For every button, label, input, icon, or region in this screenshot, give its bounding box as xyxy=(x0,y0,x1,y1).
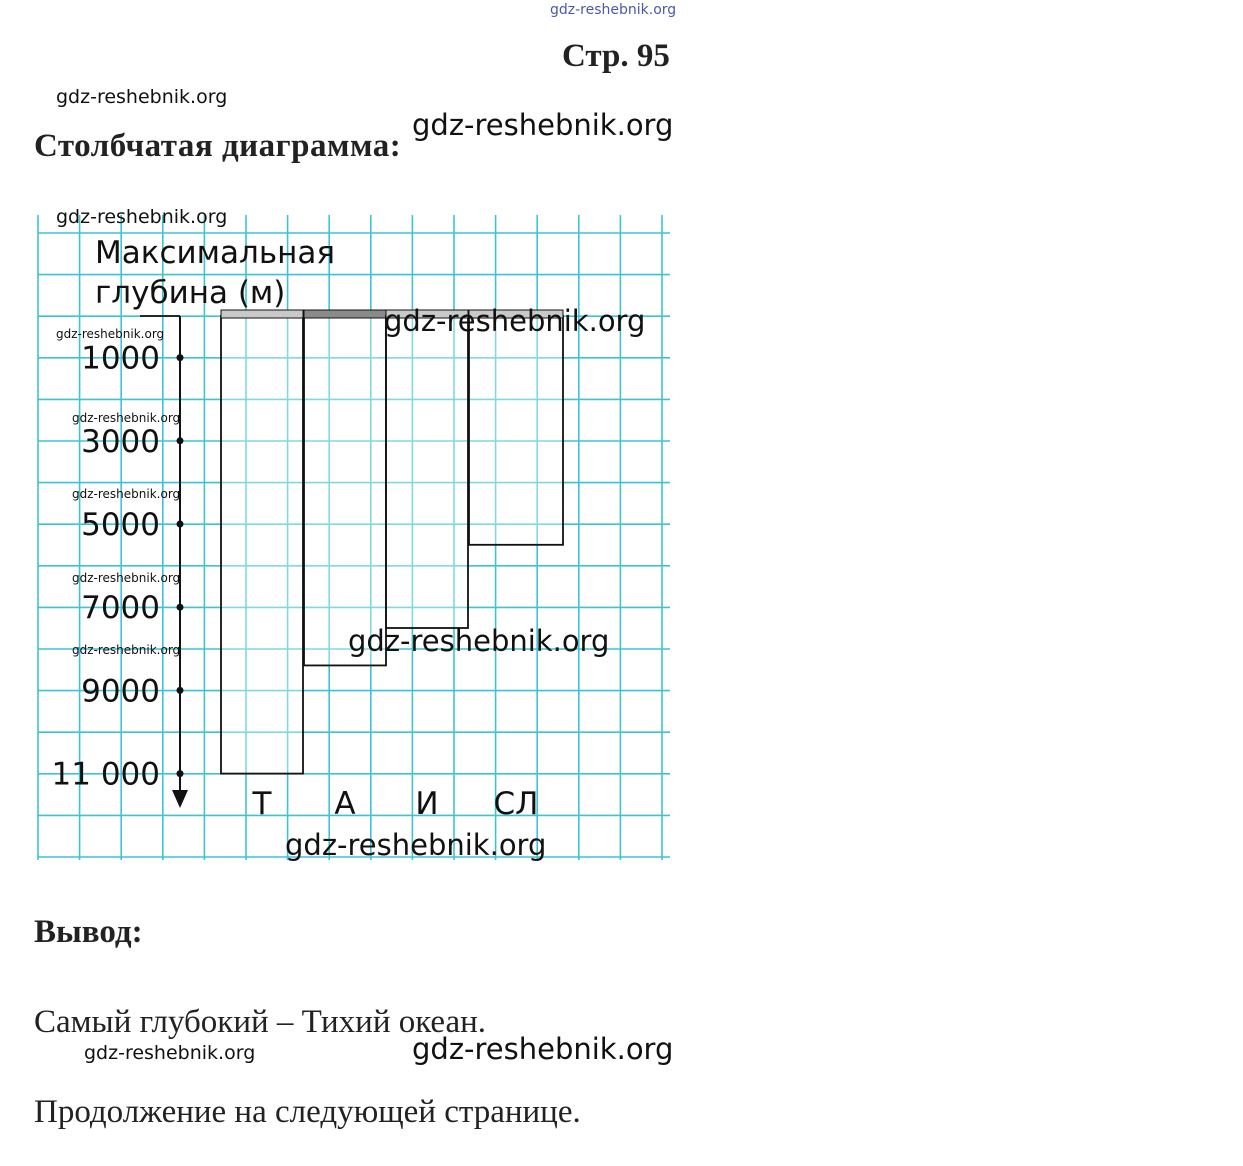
x-category-label: И xyxy=(415,786,439,822)
x-category-label: Т xyxy=(252,786,272,822)
y-tick-dot xyxy=(177,770,184,777)
y-tick-dot xyxy=(177,604,184,611)
y-tick-label: 1000 xyxy=(81,340,160,377)
y-axis-arrow xyxy=(172,790,188,808)
watermark: gdz-reshebnik.org xyxy=(84,1042,256,1064)
y-tick-label: 11 000 xyxy=(51,756,160,793)
y-tick-dot xyxy=(177,437,184,444)
bar-top-cap xyxy=(221,310,303,318)
chart-y-axis xyxy=(140,316,188,808)
watermark: gdz-reshebnik.org xyxy=(348,624,610,658)
y-tick-dot xyxy=(177,521,184,528)
chart-title: глубина (м) xyxy=(95,275,286,311)
y-tick-dot xyxy=(177,354,184,361)
conclusion-heading: Вывод: xyxy=(34,914,143,950)
y-tick-label: 7000 xyxy=(81,590,160,627)
bar xyxy=(221,316,303,774)
watermark: gdz-reshebnik.org xyxy=(72,571,181,585)
watermark: gdz-reshebnik.org xyxy=(285,828,547,862)
y-tick-dot xyxy=(177,687,184,694)
conclusion-text: Самый глубокий – Тихий океан. xyxy=(34,1004,487,1040)
watermark-top: gdz-reshebnik.org xyxy=(550,2,677,18)
section-heading: Столбчатая диаграмма: xyxy=(34,128,402,164)
watermark: gdz-reshebnik.org xyxy=(72,643,181,657)
chart-bars xyxy=(221,310,563,774)
continuation-note: Продолжение на следующей странице. xyxy=(34,1094,581,1130)
x-category-label: СЛ xyxy=(493,786,539,822)
watermark: gdz-reshebnik.org xyxy=(56,86,228,108)
watermark: gdz-reshebnik.org xyxy=(72,487,181,501)
watermark: gdz-reshebnik.org xyxy=(384,304,646,338)
y-tick-label: 3000 xyxy=(81,423,160,460)
bar xyxy=(304,316,386,665)
watermark: gdz-reshebnik.org xyxy=(412,1032,674,1066)
bar xyxy=(386,316,468,628)
chart-title: Максимальная xyxy=(95,235,336,271)
y-tick-label: 5000 xyxy=(81,507,160,543)
watermark: gdz-reshebnik.org xyxy=(56,327,165,341)
x-category-label: А xyxy=(334,786,356,822)
watermark: gdz-reshebnik.org xyxy=(72,411,181,425)
bar-top-cap xyxy=(304,310,386,318)
page-number: Стр. 95 xyxy=(562,38,670,74)
watermark: gdz-reshebnik.org xyxy=(56,206,228,228)
watermark: gdz-reshebnik.org xyxy=(412,108,674,142)
y-tick-label: 9000 xyxy=(81,673,160,710)
bar xyxy=(469,316,563,545)
